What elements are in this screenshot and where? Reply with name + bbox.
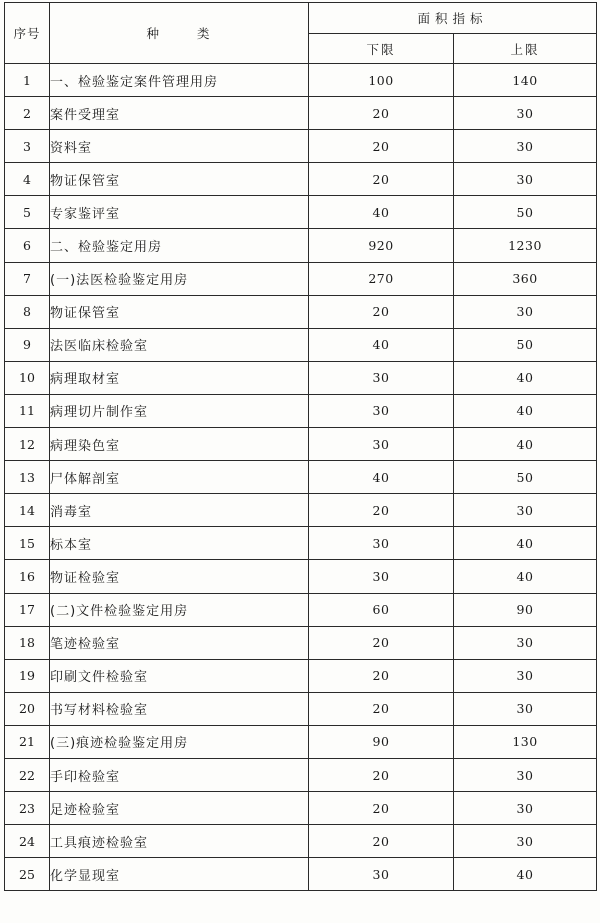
row-upper: 30 <box>454 130 597 163</box>
header-upper: 上限 <box>454 34 597 64</box>
row-upper: 30 <box>454 295 597 328</box>
table-row <box>5 626 597 659</box>
table-row <box>5 659 597 692</box>
row-upper: 30 <box>454 626 597 659</box>
row-index: 17 <box>5 593 50 626</box>
row-name: 印刷文件检验室 <box>50 659 309 692</box>
row-lower: 40 <box>309 461 454 494</box>
table-row <box>5 394 597 427</box>
row-name: 化学显现室 <box>50 858 309 891</box>
table-row <box>5 163 597 196</box>
row-index: 11 <box>5 394 50 427</box>
row-index: 23 <box>5 792 50 825</box>
row-name: 足迹检验室 <box>50 792 309 825</box>
row-upper: 40 <box>454 560 597 593</box>
row-upper: 40 <box>454 527 597 560</box>
table-row <box>5 560 597 593</box>
table-row <box>5 361 597 394</box>
table-row <box>5 692 597 725</box>
table-row <box>5 428 597 461</box>
table-row <box>5 97 597 130</box>
table-row <box>5 593 597 626</box>
table-row <box>5 494 597 527</box>
row-upper: 140 <box>454 64 597 97</box>
row-upper: 50 <box>454 461 597 494</box>
row-name: 书写材料检验室 <box>50 692 309 725</box>
row-lower: 20 <box>309 692 454 725</box>
header-lower: 下限 <box>309 34 454 64</box>
row-name: (一)法医检验鉴定用房 <box>50 262 309 295</box>
row-lower: 20 <box>309 659 454 692</box>
row-name: 标本室 <box>50 527 309 560</box>
row-lower: 100 <box>309 64 454 97</box>
row-name: 专家鉴评室 <box>50 196 309 229</box>
row-lower: 20 <box>309 494 454 527</box>
row-index: 4 <box>5 163 50 196</box>
row-lower: 20 <box>309 295 454 328</box>
row-upper: 40 <box>454 361 597 394</box>
row-index: 18 <box>5 626 50 659</box>
row-index: 25 <box>5 858 50 891</box>
row-index: 6 <box>5 229 50 262</box>
row-lower: 20 <box>309 163 454 196</box>
row-lower: 20 <box>309 130 454 163</box>
row-lower: 60 <box>309 593 454 626</box>
row-name: 二、检验鉴定用房 <box>50 229 309 262</box>
row-name: 消毒室 <box>50 494 309 527</box>
row-index: 12 <box>5 428 50 461</box>
table-row <box>5 196 597 229</box>
table-row <box>5 262 597 295</box>
row-upper: 130 <box>454 725 597 758</box>
row-lower: 40 <box>309 196 454 229</box>
header-kind-label: 种 类 <box>146 26 212 41</box>
area-standard-table <box>4 2 597 891</box>
row-index: 3 <box>5 130 50 163</box>
row-index: 8 <box>5 295 50 328</box>
header-kind <box>50 3 309 64</box>
row-index: 16 <box>5 560 50 593</box>
table-row <box>5 825 597 858</box>
header-index: 序号 <box>5 3 50 64</box>
row-upper: 30 <box>454 758 597 791</box>
row-name: 尸体解剖室 <box>50 461 309 494</box>
row-upper: 40 <box>454 858 597 891</box>
table-body <box>5 64 597 891</box>
header-row-1 <box>5 3 597 34</box>
row-name: 病理染色室 <box>50 428 309 461</box>
table-row <box>5 328 597 361</box>
table-row <box>5 758 597 791</box>
row-index: 13 <box>5 461 50 494</box>
header-area-group: 面积指标 <box>309 3 597 34</box>
row-upper: 360 <box>454 262 597 295</box>
row-lower: 30 <box>309 428 454 461</box>
table-row <box>5 64 597 97</box>
row-name: 案件受理室 <box>50 97 309 130</box>
row-lower: 20 <box>309 626 454 659</box>
row-index: 5 <box>5 196 50 229</box>
row-name: 工具痕迹检验室 <box>50 825 309 858</box>
row-name: 笔迹检验室 <box>50 626 309 659</box>
row-name: 物证保管室 <box>50 295 309 328</box>
row-upper: 40 <box>454 394 597 427</box>
row-lower: 920 <box>309 229 454 262</box>
table-row <box>5 295 597 328</box>
row-name: 资料室 <box>50 130 309 163</box>
row-upper: 90 <box>454 593 597 626</box>
table-row <box>5 527 597 560</box>
row-upper: 30 <box>454 494 597 527</box>
row-lower: 20 <box>309 97 454 130</box>
row-index: 7 <box>5 262 50 295</box>
table-row <box>5 858 597 891</box>
row-index: 1 <box>5 64 50 97</box>
row-lower: 30 <box>309 361 454 394</box>
table-row <box>5 229 597 262</box>
row-name: 物证保管室 <box>50 163 309 196</box>
row-lower: 20 <box>309 825 454 858</box>
row-name: 病理切片制作室 <box>50 394 309 427</box>
row-upper: 30 <box>454 163 597 196</box>
row-lower: 90 <box>309 725 454 758</box>
row-upper: 50 <box>454 196 597 229</box>
row-index: 19 <box>5 659 50 692</box>
table-row <box>5 461 597 494</box>
table-row <box>5 130 597 163</box>
row-name: (二)文件检验鉴定用房 <box>50 593 309 626</box>
row-index: 24 <box>5 825 50 858</box>
row-lower: 30 <box>309 527 454 560</box>
row-index: 10 <box>5 361 50 394</box>
table-row <box>5 725 597 758</box>
row-index: 20 <box>5 692 50 725</box>
row-lower: 30 <box>309 394 454 427</box>
row-upper: 30 <box>454 97 597 130</box>
row-index: 15 <box>5 527 50 560</box>
row-lower: 30 <box>309 858 454 891</box>
table-row <box>5 792 597 825</box>
row-upper: 30 <box>454 659 597 692</box>
row-name: 法医临床检验室 <box>50 328 309 361</box>
row-upper: 30 <box>454 825 597 858</box>
row-lower: 30 <box>309 560 454 593</box>
row-upper: 40 <box>454 428 597 461</box>
row-index: 2 <box>5 97 50 130</box>
row-name: 病理取材室 <box>50 361 309 394</box>
row-name: (三)痕迹检验鉴定用房 <box>50 725 309 758</box>
row-upper: 1230 <box>454 229 597 262</box>
row-lower: 20 <box>309 758 454 791</box>
row-index: 9 <box>5 328 50 361</box>
row-lower: 20 <box>309 792 454 825</box>
row-index: 22 <box>5 758 50 791</box>
row-upper: 30 <box>454 692 597 725</box>
row-lower: 40 <box>309 328 454 361</box>
row-name: 一、检验鉴定案件管理用房 <box>50 64 309 97</box>
row-name: 手印检验室 <box>50 758 309 791</box>
table-header <box>5 3 597 64</box>
row-lower: 270 <box>309 262 454 295</box>
row-index: 21 <box>5 725 50 758</box>
row-upper: 30 <box>454 792 597 825</box>
row-upper: 50 <box>454 328 597 361</box>
row-index: 14 <box>5 494 50 527</box>
row-name: 物证检验室 <box>50 560 309 593</box>
